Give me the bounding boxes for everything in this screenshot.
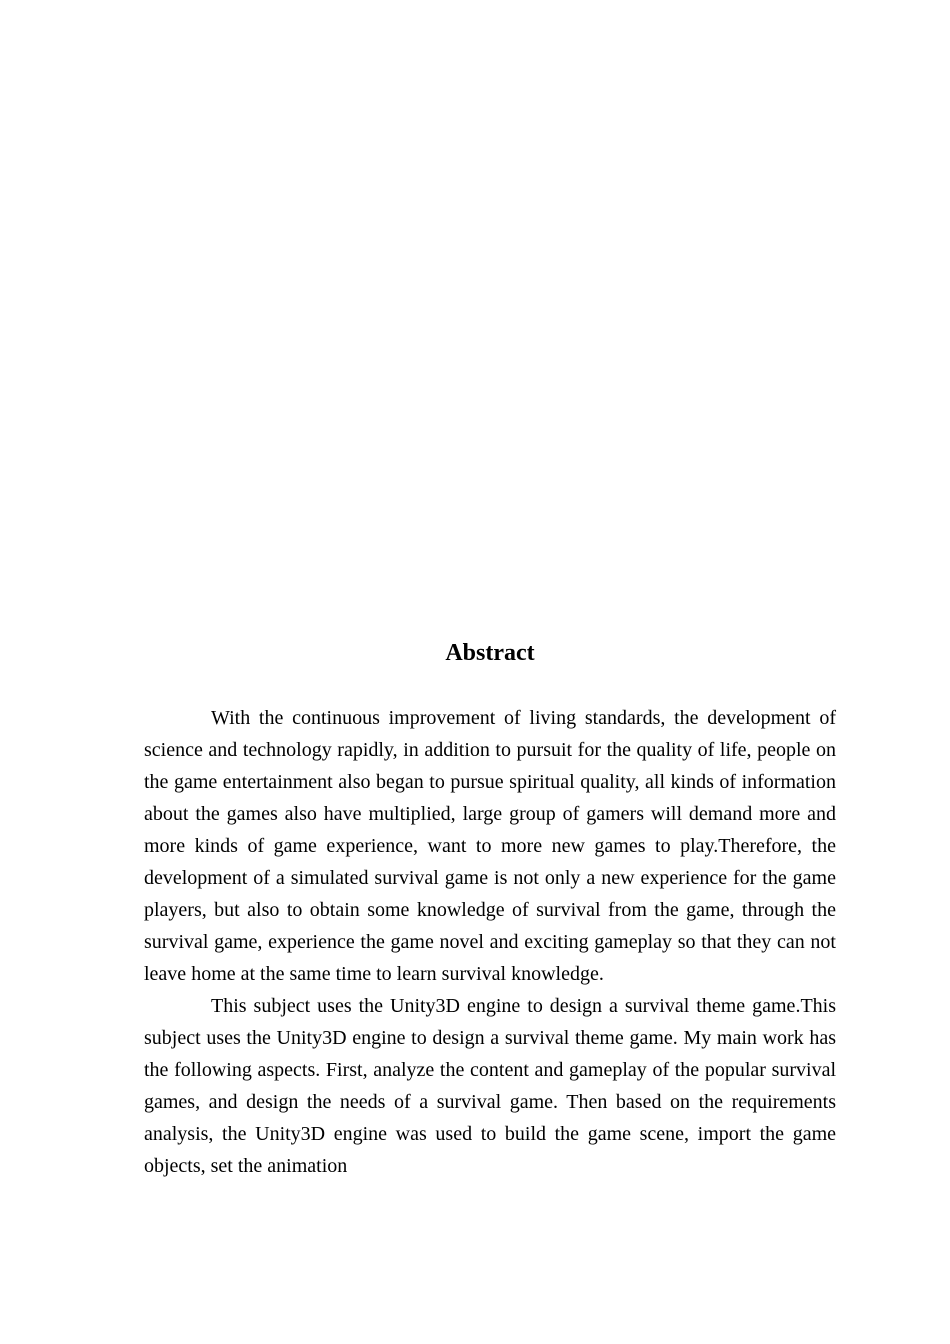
abstract-paragraph-2: This subject uses the Unity3D engine to design a survival theme game.This subject uses the Unity3D engine to design a survival theme game. My main work has the following aspects. First, analyze the content and gameplay of the popular survival games, and design the needs of a survival game. Then based on the requirements analysis, the Unity3D engine was used to build the game scene, import the game objects, set the animation [144,995,836,1177]
abstract-body [144,702,836,1182]
abstract-paragraph-1: With the continuous improvement of living standards, the development of science and technology rapidly, in addition to pursuit for the quality of life, people on the game entertainment also began to pursue spiritual quality, all kinds of information about the games also have multiplied, large group of gamers will demand more and more kinds of game experience, want to more new games to play.Therefore, the development of a simulated survival game is not only a new experience for the game players, but also to obtain some knowledge of survival from the game, through the survival game, experience the game novel and exciting gameplay so that they can not leave home at the same time to learn survival knowledge. [144,707,836,985]
abstract-heading: Abstract [445,640,535,666]
